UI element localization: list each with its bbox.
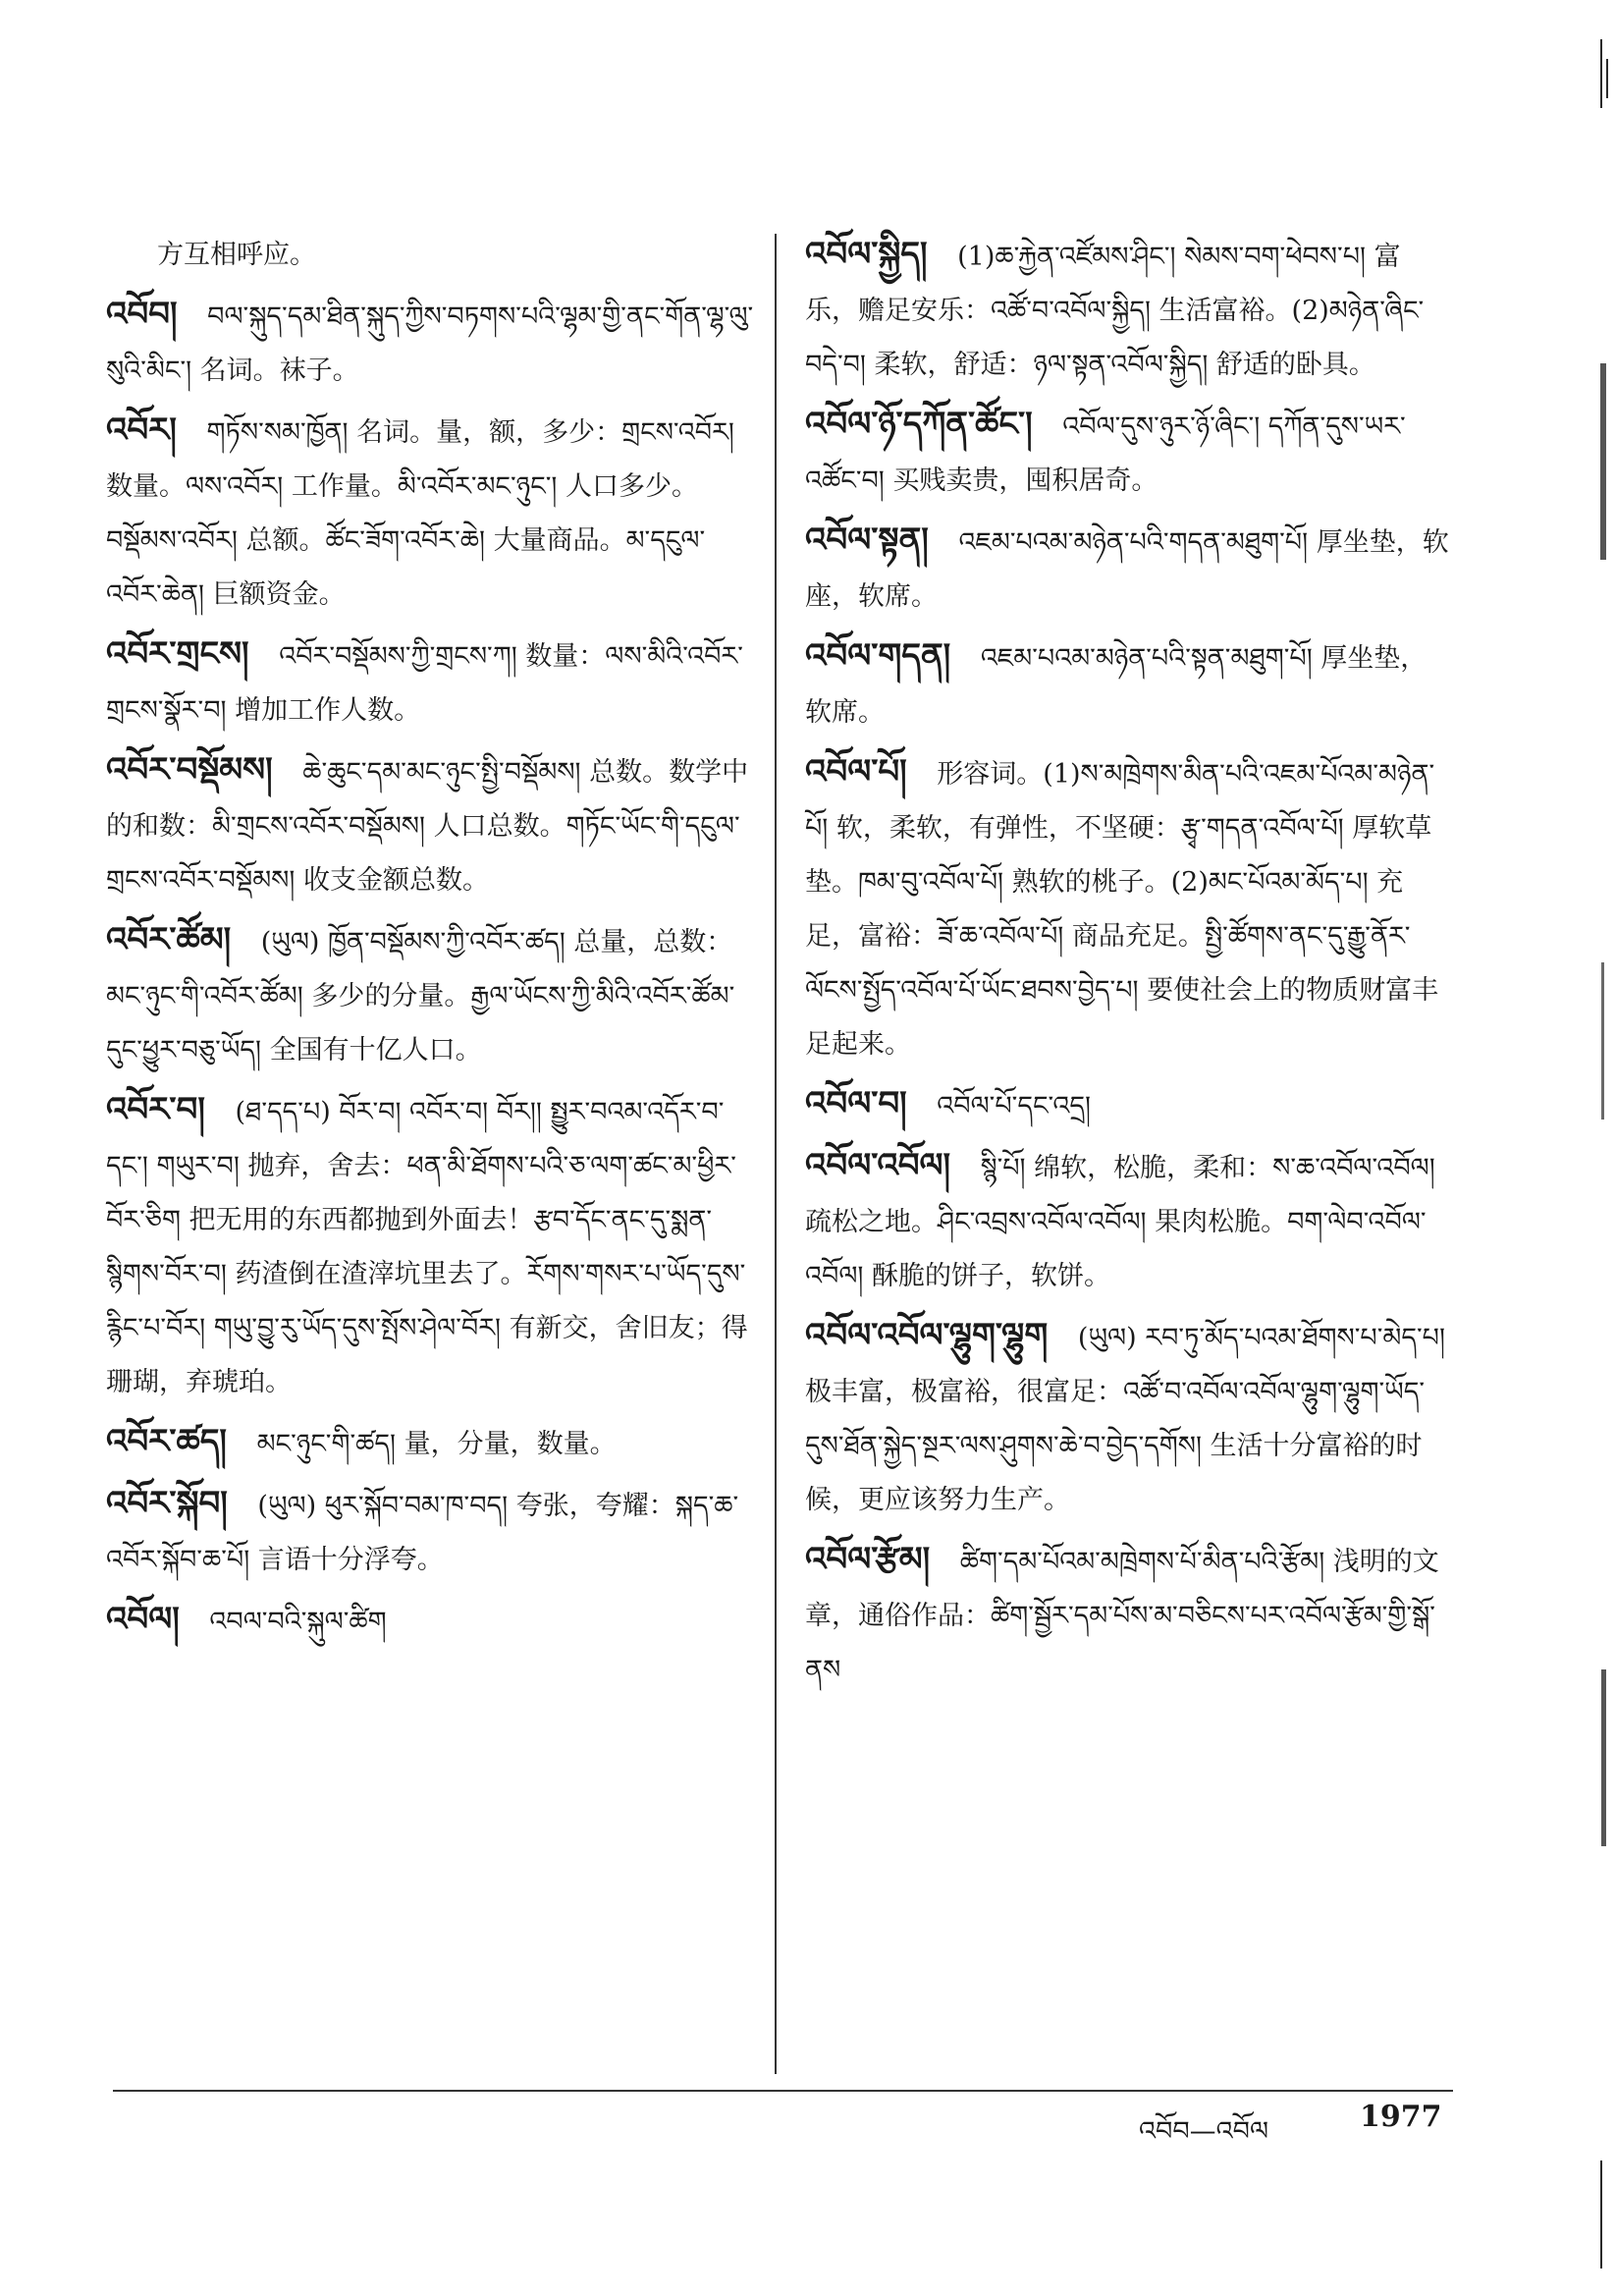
page-number: 1977: [1360, 2100, 1442, 2134]
footer-guide-words: འབོབ—འབོལ: [1139, 2116, 1269, 2147]
entry-headword: འབོལ་སྟན།: [805, 520, 929, 560]
footer-rule: [113, 2090, 1453, 2092]
entry-headword: འབོལ་རྩོམ།: [805, 1540, 931, 1579]
entry-definition: (1)ཆ་རྐྱེན་འཛོམས་ཤིང་། སེམས་བག་ཕེབས་པ། 富乐，赡足安乐：འཚོ་བ་འབོལ་སྐྱིད། 生活富裕。(2)མཉེན་ཞིང་བདེ་བ། 柔软，舒适：ཉལ་སྟན་འབོལ་སྐྱིད། 舒适的卧具。: [805, 242, 1425, 380]
dictionary-entry: [106, 1083, 754, 1409]
dictionary-entry: [106, 628, 754, 738]
entry-definition: (ཡུལ) ཁྱོན་བསྡོམས་ཀྱི་འབོར་ཚད། 总量，总数：མང་ཉུང་གི་འབོར་ཚོམ། 多少的分量。རྒྱལ་ཡོངས་ཀྱི་མིའི་འབོར་ཚོམ་དུང་ཕྱུར་བཅུ་ཡོད། 全国有十亿人口。: [106, 927, 735, 1066]
dictionary-entry: [805, 745, 1453, 1071]
dictionary-entry: [106, 228, 754, 282]
entry-headword: འབོལ་བ།: [805, 1084, 907, 1123]
entry-headword: འབོལ་པོ།: [805, 752, 907, 792]
dictionary-entry: [805, 228, 1453, 392]
entry-headword: འབོབ།: [106, 295, 178, 334]
dictionary-entry: [106, 1477, 754, 1587]
dictionary-entry: [805, 1533, 1453, 1697]
entry-definition: 方互相呼应。: [157, 240, 316, 270]
dictionary-entry: [805, 1309, 1453, 1527]
column-divider: [775, 234, 777, 2074]
entry-definition: གཏོས་སམ་ཁྱོན། 名词。量，额，多少：གྲངས་འབོར། 数量。ལས་འབོར། 工作量。མི་འབོར་མང་ཉུང་། 人口多少。བསྡོམས་འབོར། 总额。ཚོང་ཟོག་འབོར་ཆེ། 大量商品。མ་དངུལ་འབོར་ཆེན། 巨额资金。: [106, 417, 734, 610]
entry-definition: ཚིག་དམ་པོའམ་མཁྲེགས་པོ་མིན་པའི་རྩོམ། 浅明的文章，通俗作品：ཚིག་སྦྱོར་དམ་པོས་མ་བཅིངས་པར་འབོལ་རྩོམ་གྱི་སྒོ་ནས: [805, 1547, 1439, 1685]
dictionary-entry: [106, 288, 754, 398]
entry-definition: (ཐ་དད་པ) བོར་བ། འབོར་བ། བོར།། སྤྱུར་བའམ་འདོར་བ་དང་། གཡུར་བ། 抛弃，舍去：ཕན་མི་ཐོགས་པའི་ཅ་ལག་ཚང་མ་ཕྱིར་བོར་ཅིག 把无用的东西都抛到外面去！རྩབ་དོང་ནང་དུ་སྨན་སྙིགས་བོར་བ། 药渣倒在渣滓坑里去了。རོགས་གསར་པ་ཡོད་དུས་རྙིང་པ་བོར། གཡུ་བྱུ་རུ་ཡོད་དུས་སྤོས་ཤེལ་བོར། 有新交，舍旧友；得珊瑚，弃琥珀。: [106, 1097, 748, 1397]
dictionary-entry: [106, 913, 754, 1077]
dictionary-entry: [805, 514, 1453, 624]
entry-headword: འབོལ་ཉོ་དཀོན་ཚོང་།: [805, 405, 1033, 444]
entry-definition: འཇམ་པའམ་མཉེན་པའི་གདན་མཐུག་པོ། 厚坐垫，软座，软席。: [805, 527, 1449, 612]
entry-definition: མང་ཉུང་གི་ཚད། 量，分量，数量。: [256, 1429, 617, 1459]
dictionary-entry: [106, 743, 754, 907]
entry-definition: (ཡུལ) ཕུར་སྐོབ་བམ་ཁ་བད། 夸张，夸耀：སྐད་ཆ་འབོར་སྐོབ་ཆ་པོ། 言语十分浮夸。: [106, 1491, 739, 1575]
entry-headword: འབོར་བ།: [106, 1090, 205, 1129]
entry-definition: སྙི་པོ། 绵软，松脆，柔和：ས་ཆ་འབོལ་འབོལ། 疏松之地。ཤིང་འབྲས་འབོལ་འབོལ། 果肉松脆。བག་ལེབ་འབོལ་འབོལ། 酥脆的饼子，软饼。: [805, 1153, 1435, 1291]
entry-definition: བལ་སྐུད་དམ་ཐིན་སྐུད་ཀྱིས་བཏགས་པའི་ལྷམ་གྱི་ནང་གོན་ལྷ་ལུ་སུའི་མིང་། 名词。袜子。: [106, 301, 754, 386]
dictionary-entry: [805, 1077, 1453, 1133]
right-column: [805, 228, 1453, 1703]
entry-headword: འབོར་ཚད།: [106, 1422, 227, 1461]
entry-definition: 形容词。(1)ས་མཁྲེགས་མིན་པའི་འཇམ་པོའམ་མཉེན་པོ། 软，柔软，有弹性，不坚硬：རྩྭ་གདན་འབོལ་པོ། 厚软草垫。ཁམ་བུ་འབོལ་པོ། 熟软的桃子。(2)མང་པོའམ་མོད་པ། 充足，富裕：ཟོ་ཆ་འབོལ་པོ། 商品充足。སྤྱི་ཚོགས་ནང་དུ་རྒྱུ་ནོར་ལོངས་སྤྱོད་འབོལ་པོ་ཡོང་ཐབས་བྱེད་པ། 要使社会上的物质财富丰足起来。: [805, 759, 1439, 1060]
dictionary-entry: [106, 1593, 754, 1649]
entry-headword: འབོར།: [106, 410, 177, 450]
entry-headword: འབོལ་གདན།: [805, 636, 951, 676]
entry-headword: འབོལ་སྐྱིད།: [805, 235, 928, 274]
page-edge-marks: [1587, 0, 1616, 2296]
entry-definition: འབལ་བའི་སྐུལ་ཚིག: [209, 1607, 387, 1637]
dictionary-entry: [106, 404, 754, 622]
entry-headword: འབོར་བསྡོམས།: [106, 750, 273, 790]
entry-headword: འབོར་ཚོམ།: [106, 920, 232, 959]
dictionary-entry: [106, 1415, 754, 1471]
entry-definition: (ཡུལ) རབ་ཏུ་མོད་པའམ་ཐོགས་པ་མེད་པ། 极丰富，极富裕，很富足：འཚོ་བ་འབོལ་འབོལ་ལྷུག་ལྷུག་ཡོད་དུས་ཐོན་སྐྱེད་སྔར་ལས་ཤུགས་ཆེ་བ་བྱེད་དགོས། 生活十分富裕的时候，更应该努力生产。: [805, 1323, 1445, 1515]
dictionary-entry: [805, 629, 1453, 739]
entry-headword: འབོལ་འབོལ།: [805, 1146, 951, 1185]
entry-definition: འབོལ་དུས་ཉུར་ཉོ་ཞིང་། དཀོན་དུས་ཡར་འཚོང་བ། 买贱卖贵，囤积居奇。: [805, 411, 1406, 496]
entry-headword: འབོར་སྐོབ།: [106, 1484, 228, 1523]
entry-definition: ཆེ་ཆུང་དམ་མང་ཉུང་སྤྱི་བསྡོམས། 总数。数学中的和数：མི་གྲངས་འབོར་བསྡོམས། 人口总数。གཏོང་ཡོང་གི་དངུལ་གྲངས་འབོར་བསྡོམས། 收支金额总数。: [106, 757, 749, 896]
entry-headword: འབོར་གྲངས།: [106, 634, 249, 674]
entry-definition: འཇམ་པའམ་མཉེན་པའི་སྟན་མཐུག་པོ། 厚坐垫，软席。: [805, 643, 1427, 728]
left-column: [106, 228, 754, 1655]
entry-definition: འབོལ་པོ་དང་འདྲ།: [937, 1091, 1092, 1121]
entry-headword: འབོལ་འབོལ་ལྷུག་ལྷུག: [805, 1316, 1049, 1355]
entry-definition: འབོར་བསྡོམས་ཀྱི་གྲངས་ཀ། 数量：ལས་མིའི་འབོར་གྲངས་སྣོར་བ། 增加工作人数。: [106, 641, 743, 726]
entry-headword: འབོལ།: [106, 1600, 180, 1639]
dictionary-entry: [805, 1139, 1453, 1303]
dictionary-entry: [805, 398, 1453, 508]
